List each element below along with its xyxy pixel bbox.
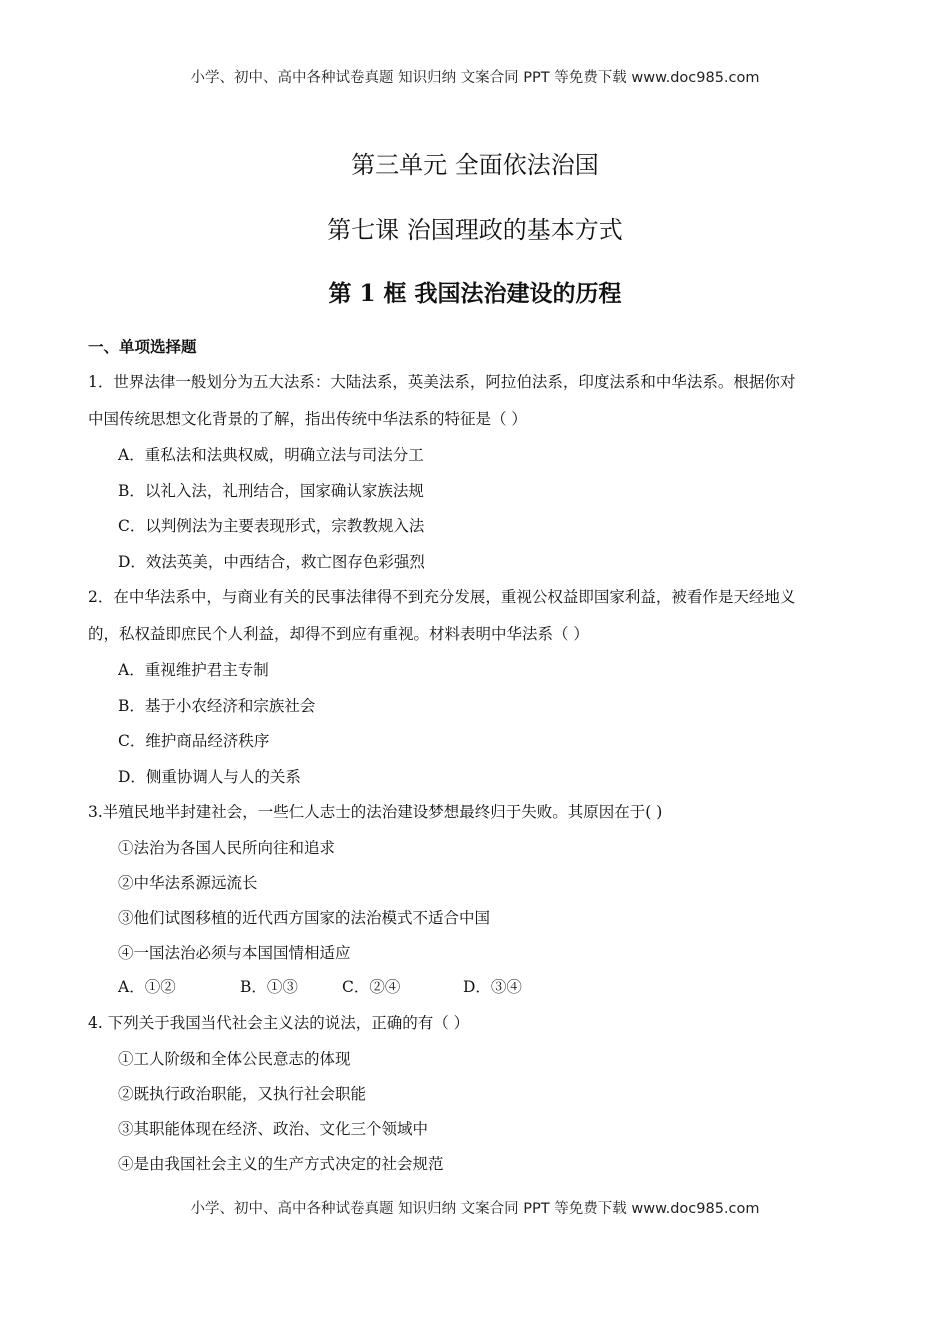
q3-item-2: ②中华法系源远流长 (118, 874, 258, 892)
q3-choices (118, 975, 522, 997)
q3-item-3: ③他们试图移植的近代西方国家的法治模式不适合中国 (118, 909, 491, 927)
q2-stem-line2: 的，私权益即庶民个人利益，却得不到应有重视。材料表明中华法系（ ） (88, 625, 589, 643)
unit-title: 第三单元 全面依法治国 (351, 151, 599, 179)
q1-stem-line1: 1．世界法律一般划分为五大法系：大陆法系，英美法系，阿拉伯法系，印度法系和中华法系。根据你对 (88, 373, 796, 391)
q2-stem-line1: 2．在中华法系中，与商业有关的民事法律得不到充分发展，重视公权益即国家利益，被看作是天经地义 (88, 588, 796, 606)
q2-option-d: D．侧重协调人与人的关系 (118, 768, 301, 786)
q2-option-a: A．重视维护君主专制 (118, 661, 269, 679)
q3-item-1: ①法治为各国人民所向往和追求 (118, 839, 336, 857)
q1-option-a: A．重私法和法典权威，明确立法与司法分工 (118, 446, 424, 464)
q4-item-4: ④是由我国社会主义的生产方式决定的社会规范 (118, 1155, 444, 1173)
page-footer: 小学、初中、高中各种试卷真题 知识归纳 文案合同 PPT 等免费下载 www.doc985.com (190, 1201, 760, 1217)
q1-stem-line2: 中国传统思想文化背景的了解，指出传统中华法系的特征是（ ） (88, 410, 527, 428)
q1-option-b: B．以礼入法，礼刑结合，国家确认家族法规 (118, 482, 424, 500)
q1-option-c: C．以判例法为主要表现形式，宗教教规入法 (118, 517, 425, 535)
q3-item-4: ④一国法治必须与本国国情相适应 (118, 944, 351, 962)
q2-option-c: C．维护商品经济秩序 (118, 732, 270, 750)
q4-item-3: ③其职能体现在经济、政治、文化三个领域中 (118, 1120, 429, 1138)
page-header: 小学、初中、高中各种试卷真题 知识归纳 文案合同 PPT 等免费下载 www.doc985.com (190, 70, 760, 86)
q3-stem: 3.半殖民地半封建社会，一些仁人志士的法治建设梦想最终归于失败。其原因在于( ) (88, 803, 663, 821)
q3-choice-b: B．①③ (240, 978, 298, 996)
q4-stem: 4. 下列关于我国当代社会主义法的说法，正确的有（ ） (88, 1014, 470, 1032)
q3-choice-d: D．③④ (463, 978, 522, 996)
q4-item-2: ②既执行政治职能，又执行社会职能 (118, 1085, 367, 1103)
lesson-title: 第七课 治国理政的基本方式 (327, 216, 623, 244)
frame-title: 第 1 框 我国法治建设的历程 (328, 280, 622, 307)
q4-item-1: ①工人阶级和全体公民意志的体现 (118, 1050, 351, 1068)
section-heading: 一、单项选择题 (88, 337, 197, 356)
q3-choice-a: A．①② (118, 978, 176, 996)
q2-option-b: B．基于小农经济和宗族社会 (118, 697, 316, 715)
q1-option-d: D．效法英美，中西结合，救亡图存色彩强烈 (118, 553, 425, 571)
q3-choice-c: C．②④ (342, 978, 401, 996)
